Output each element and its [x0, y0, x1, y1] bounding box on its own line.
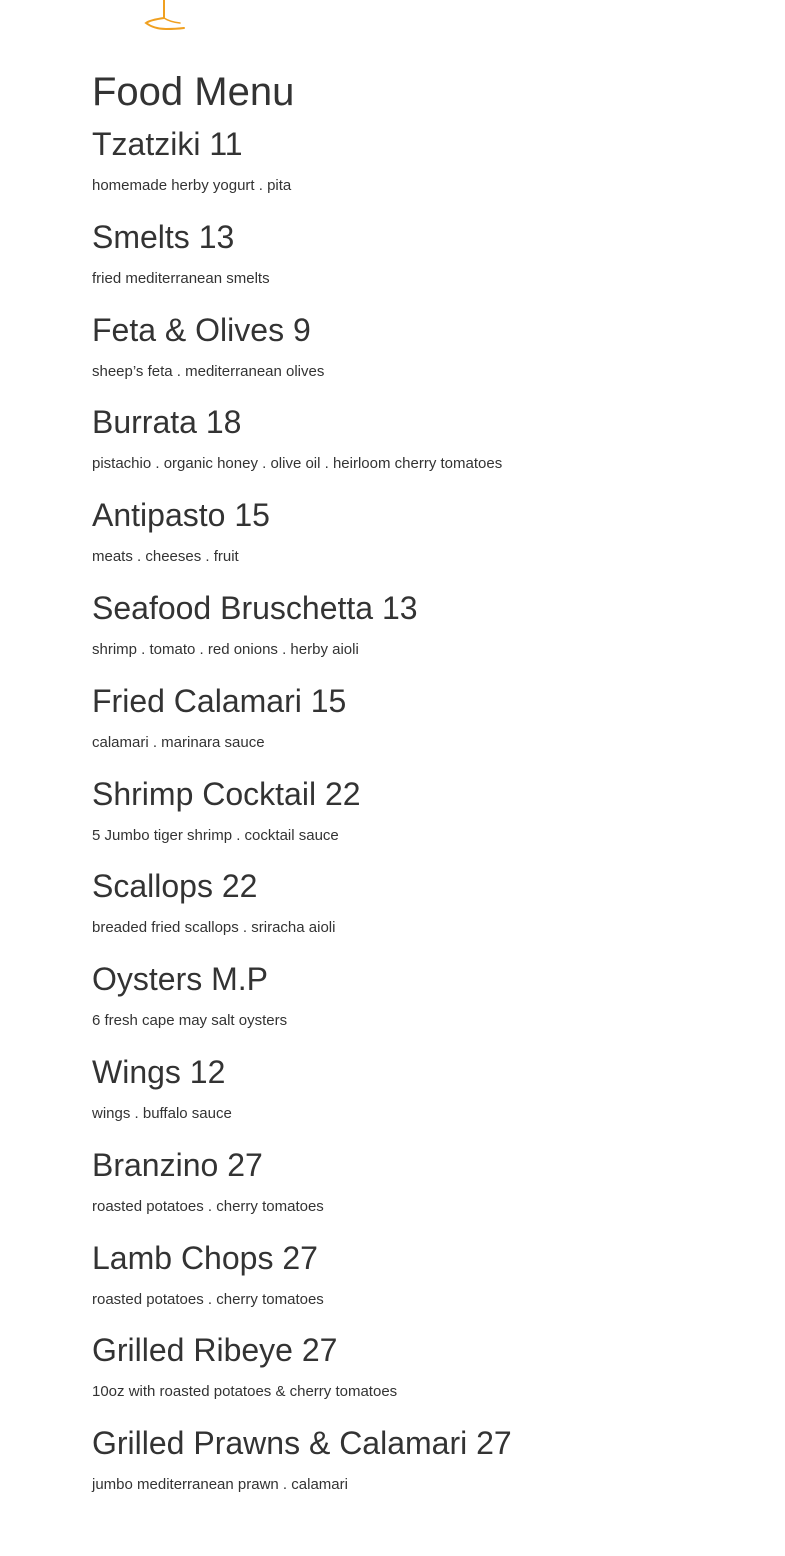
menu-item-description: meats . cheeses . fruit — [92, 548, 239, 566]
menu-item-description: breaded fried scallops . sriracha aioli — [92, 919, 336, 937]
menu-item — [92, 402, 732, 495]
menu-item-name: Scallops 22 — [92, 868, 258, 905]
menu-item-name: Burrata 18 — [92, 404, 242, 441]
menu-item — [92, 959, 732, 1052]
menu-item-description: 10oz with roasted potatoes & cherry tomatoes — [92, 1383, 398, 1401]
menu-item — [92, 588, 732, 681]
menu-item-name: Smelts 13 — [92, 218, 235, 255]
menu-item — [92, 1423, 732, 1516]
menu-item-description: sheep’s feta . mediterranean olives — [92, 362, 325, 380]
menu-item-description: 6 fresh cape may salt oysters — [92, 1012, 288, 1030]
menu-item — [92, 1238, 732, 1331]
menu-item-name: Lamb Chops 27 — [92, 1239, 318, 1276]
menu-item-description: pistachio . organic honey . olive oil . heirloom cherry tomatoes — [92, 455, 503, 473]
menu-item-description: calamari . marinara sauce — [92, 733, 265, 751]
menu-item-description: homemade herby yogurt . pita — [92, 177, 292, 194]
menu-item — [92, 1145, 732, 1238]
menu-item-name: Antipasto 15 — [92, 497, 270, 534]
menu-item — [92, 1330, 732, 1423]
menu-item — [92, 866, 732, 959]
menu-item-name: Tzatziki 11 — [92, 126, 243, 162]
menu-item — [92, 124, 732, 217]
menu-item-description: roasted potatoes . cherry tomatoes — [92, 1197, 324, 1215]
menu-item — [92, 495, 732, 588]
page-title: Food Menu — [92, 70, 295, 114]
menu-item — [92, 310, 732, 403]
menu-item-description: jumbo mediterranean prawn . calamari — [92, 1476, 348, 1494]
menu-item — [92, 774, 732, 867]
menu-item — [92, 681, 732, 774]
menu-item-description: shrimp . tomato . red onions . herby aioli — [92, 640, 359, 658]
menu-item-name: Seafood Bruschetta 13 — [92, 589, 418, 626]
menu-content — [92, 66, 732, 1516]
menu-item-description: wings . buffalo sauce — [92, 1104, 232, 1122]
menu-item-name: Fried Calamari 15 — [92, 682, 347, 719]
menu-item — [92, 217, 732, 310]
menu-item-name: Oysters M.P — [92, 961, 269, 998]
logo-icon[interactable] — [140, 0, 190, 32]
menu-item-name: Feta & Olives 9 — [92, 311, 311, 348]
menu-item-name: Branzino 27 — [92, 1146, 263, 1183]
menu-item-name: Grilled Ribeye 27 — [92, 1332, 338, 1369]
menu-item-name: Wings 12 — [92, 1053, 226, 1090]
menu-item-description: roasted potatoes . cherry tomatoes — [92, 1290, 324, 1308]
menu-item-description: 5 Jumbo tiger shrimp . cocktail sauce — [92, 826, 339, 844]
menu-item-name: Grilled Prawns & Calamari 27 — [92, 1425, 512, 1462]
menu-item — [92, 1052, 732, 1145]
menu-item-name: Shrimp Cocktail 22 — [92, 775, 361, 812]
menu-item-description: fried mediterranean smelts — [92, 269, 270, 287]
